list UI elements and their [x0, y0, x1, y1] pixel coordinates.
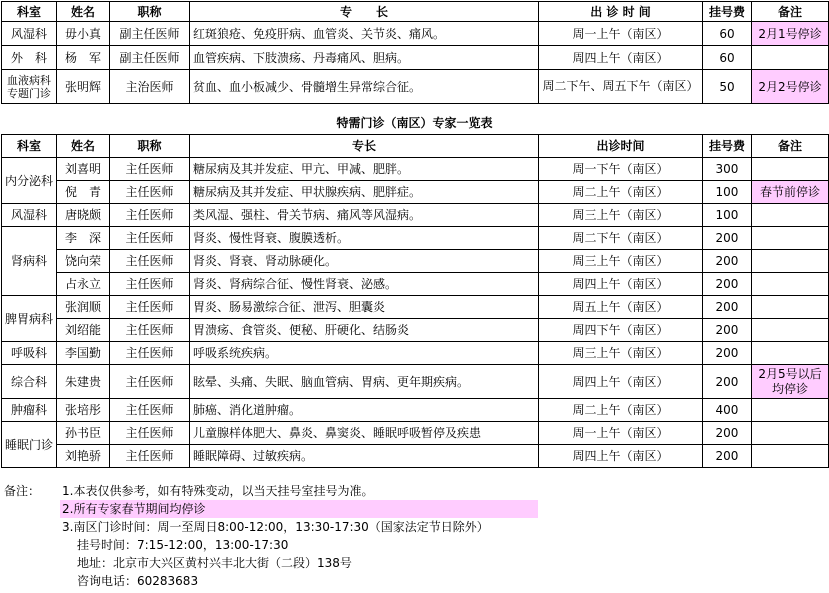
doctor-title: 主任医师	[110, 399, 190, 422]
doctor-name: 朱建贵	[57, 365, 110, 399]
doctor-name: 李 深	[57, 227, 110, 250]
fee-cell: 200	[702, 445, 751, 468]
fee-cell: 400	[702, 399, 751, 422]
doctor-title: 主任医师	[110, 445, 190, 468]
doctor-name: 张培彤	[57, 399, 110, 422]
doctor-title: 副主任医师	[110, 46, 190, 70]
specialty-cell: 胃炎、肠易激综合征、泄泻、胆囊炎	[189, 296, 538, 319]
doctor-name: 饶向荣	[57, 250, 110, 273]
table-header-row	[2, 135, 829, 158]
specialty-cell: 肺癌、消化道肿瘤。	[189, 399, 538, 422]
note-cell	[751, 319, 828, 342]
specialty-cell: 儿童腺样体肥大、鼻炎、鼻窦炎、睡眠呼吸暂停及疾患	[189, 422, 538, 445]
fee-cell: 200	[702, 422, 751, 445]
note-cell	[751, 227, 828, 250]
specialty-cell: 肾炎、肾病综合征、慢性肾衰、泌感。	[189, 273, 538, 296]
doctor-name: 刘绍能	[57, 319, 110, 342]
table-row	[2, 46, 829, 70]
doctor-title: 副主任医师	[110, 22, 190, 46]
table-row	[2, 273, 829, 296]
doctor-title: 主任医师	[110, 158, 190, 181]
note-cell	[751, 445, 828, 468]
dept-cell: 综合科	[2, 365, 57, 399]
specialty-cell: 肾炎、肾衰、肾动脉硬化。	[189, 250, 538, 273]
specialty-cell: 呼吸系统疾病。	[189, 342, 538, 365]
note-item-highlight: 2.所有专家春节期间均停诊	[60, 500, 538, 518]
doctor-name: 刘喜明	[57, 158, 110, 181]
dept-cell: 肾病科	[2, 227, 57, 296]
specialty-cell: 糖尿病及其并发症、甲状腺疾病、肥胖症。	[189, 181, 538, 204]
table-row	[2, 399, 829, 422]
doctor-name: 杨 军	[57, 46, 110, 70]
fee-cell: 200	[702, 273, 751, 296]
specialty-cell: 类风湿、强柱、骨关节病、痛风等风湿病。	[189, 204, 538, 227]
fee-cell: 200	[702, 227, 751, 250]
fee-cell: 100	[702, 204, 751, 227]
specialty-cell: 胃溃疡、食管炎、便秘、肝硬化、结肠炎	[189, 319, 538, 342]
time-cell: 周二下午、周五下午（南区）	[539, 70, 703, 104]
doctor-title: 主任医师	[110, 227, 190, 250]
table-row	[2, 296, 829, 319]
note-cell	[751, 204, 828, 227]
dept-cell: 呼吸科	[2, 342, 57, 365]
specialty-cell: 糖尿病及其并发症、甲亢、甲减、肥胖。	[189, 158, 538, 181]
doctor-title: 主任医师	[110, 319, 190, 342]
time-cell: 周四下午（南区）	[538, 319, 702, 342]
note-item: 3.南区门诊时间：周一至周日8:00-12:00，13:30-17:30（国家法定节日除外）	[62, 520, 489, 534]
notes-label: 备注：	[4, 484, 41, 498]
doctor-title: 主任医师	[110, 181, 190, 204]
header-name: 姓名	[57, 2, 110, 22]
doctor-name: 倪 青	[57, 181, 110, 204]
doctor-title: 主任医师	[110, 204, 190, 227]
header-note: 备注	[751, 135, 828, 158]
specialty-cell: 红斑狼疮、免疫肝病、血管炎、关节炎、痛风。	[190, 22, 539, 46]
header-title: 职称	[110, 2, 190, 22]
table-row	[2, 250, 829, 273]
dept-cell: 肿瘤科	[2, 399, 57, 422]
doctor-name: 孙书臣	[57, 422, 110, 445]
table-row	[2, 319, 829, 342]
header-title: 职称	[110, 135, 190, 158]
header-dept: 科室	[2, 135, 57, 158]
fee-cell: 60	[703, 46, 752, 70]
dept-cell: 脾胃病科	[2, 296, 57, 342]
dept-cell: 内分泌科	[2, 158, 57, 204]
dept-cell: 外 科	[2, 46, 57, 70]
doctor-title: 主任医师	[110, 342, 190, 365]
time-cell: 周一下午（南区）	[538, 158, 702, 181]
table-row	[2, 70, 829, 104]
note-cell: 春节前停诊	[751, 181, 828, 204]
table-row	[2, 158, 829, 181]
time-cell: 周二上午（南区）	[538, 181, 702, 204]
header-specialty: 专 长	[190, 2, 539, 22]
fee-cell: 60	[703, 22, 752, 46]
address: 地址：北京市大兴区黄村兴丰北大街（二段）138号	[77, 556, 352, 570]
fee-cell: 200	[702, 342, 751, 365]
table-header-row	[2, 2, 829, 22]
table-row	[2, 422, 829, 445]
fee-cell: 200	[702, 319, 751, 342]
fee-cell: 200	[702, 296, 751, 319]
time-cell: 周三上午（南区）	[538, 342, 702, 365]
doctor-title: 主治医师	[110, 70, 190, 104]
header-fee: 挂号费	[703, 2, 752, 22]
time-cell: 周二上午（南区）	[538, 399, 702, 422]
doctor-name: 占永立	[57, 273, 110, 296]
doctor-title: 主任医师	[110, 422, 190, 445]
doctor-name: 张润顺	[57, 296, 110, 319]
time-cell: 周四上午（南区）	[538, 365, 702, 399]
note-cell	[751, 296, 828, 319]
time-cell: 周一上午（南区）	[538, 422, 702, 445]
note-cell	[751, 422, 828, 445]
doctor-name: 唐晓颇	[57, 204, 110, 227]
special-clinic-body	[2, 135, 829, 468]
note-cell	[751, 399, 828, 422]
fee-cell: 200	[702, 365, 751, 399]
doctor-name: 刘艳骄	[57, 445, 110, 468]
header-dept: 科室	[2, 2, 57, 22]
note-cell	[751, 273, 828, 296]
special-clinic-table	[1, 134, 829, 468]
note-cell	[751, 250, 828, 273]
phone: 咨询电话：60283683	[77, 574, 199, 588]
note-cell: 2月1号停诊	[752, 22, 829, 46]
note-cell	[751, 158, 828, 181]
dept-cell: 血液病科专题门诊	[2, 70, 57, 104]
note-cell: 2月2号停诊	[752, 70, 829, 104]
dept-cell: 睡眠门诊	[2, 422, 57, 468]
specialty-cell: 肾炎、慢性肾衰、腹膜透析。	[189, 227, 538, 250]
clinic-schedule-table	[1, 1, 829, 104]
header-fee: 挂号费	[702, 135, 751, 158]
time-cell: 周三上午（南区）	[538, 204, 702, 227]
specialty-cell: 血管疾病、下肢溃疡、丹毒痛风、胆病。	[190, 46, 539, 70]
doctor-title: 主任医师	[110, 273, 190, 296]
header-time: 出 诊 时 间	[539, 2, 703, 22]
table-row	[2, 204, 829, 227]
time-cell: 周四上午（南区）	[538, 273, 702, 296]
note-cell	[752, 46, 829, 70]
specialty-cell: 睡眠障碍、过敏疾病。	[189, 445, 538, 468]
specialty-cell: 贫血、血小板减少、骨髓增生异常综合征。	[190, 70, 539, 104]
fee-cell: 200	[702, 250, 751, 273]
time-cell: 周二下午（南区）	[538, 227, 702, 250]
doctor-name: 毋小真	[57, 22, 110, 46]
table-row	[2, 22, 829, 46]
header-name: 姓名	[57, 135, 110, 158]
time-cell: 周四上午（南区）	[538, 445, 702, 468]
header-time: 出诊时间	[538, 135, 702, 158]
table-row	[2, 181, 829, 204]
dept-cell: 风湿科	[2, 204, 57, 227]
header-note: 备注	[752, 2, 829, 22]
fee-cell: 100	[702, 181, 751, 204]
note-cell: 2月5号以后均停诊	[751, 365, 828, 399]
table-row	[2, 227, 829, 250]
doctor-title: 主任医师	[110, 296, 190, 319]
specialty-cell: 眩晕、头痛、失眠、脑血管病、胃病、更年期疾病。	[189, 365, 538, 399]
fee-cell: 300	[702, 158, 751, 181]
table-row	[2, 365, 829, 399]
header-specialty: 专长	[189, 135, 538, 158]
note-item: 1.本表仅供参考，如有特殊变动，以当天挂号室挂号为准。	[62, 484, 374, 498]
doctor-name: 李国勤	[57, 342, 110, 365]
fee-cell: 50	[703, 70, 752, 104]
table-row	[2, 445, 829, 468]
doctor-name: 张明辉	[57, 70, 110, 104]
registration-time: 挂号时间：7:15-12:00，13:00-17:30	[77, 538, 289, 552]
note-cell	[751, 342, 828, 365]
table-row	[2, 342, 829, 365]
section-title: 特需门诊（南区）专家一览表	[336, 116, 493, 130]
time-cell: 周五上午（南区）	[538, 296, 702, 319]
time-cell: 周四上午（南区）	[539, 46, 703, 70]
time-cell: 周一上午（南区）	[539, 22, 703, 46]
time-cell: 周三上午（南区）	[538, 250, 702, 273]
dept-cell: 风湿科	[2, 22, 57, 46]
doctor-title: 主任医师	[110, 365, 190, 399]
doctor-title: 主任医师	[110, 250, 190, 273]
